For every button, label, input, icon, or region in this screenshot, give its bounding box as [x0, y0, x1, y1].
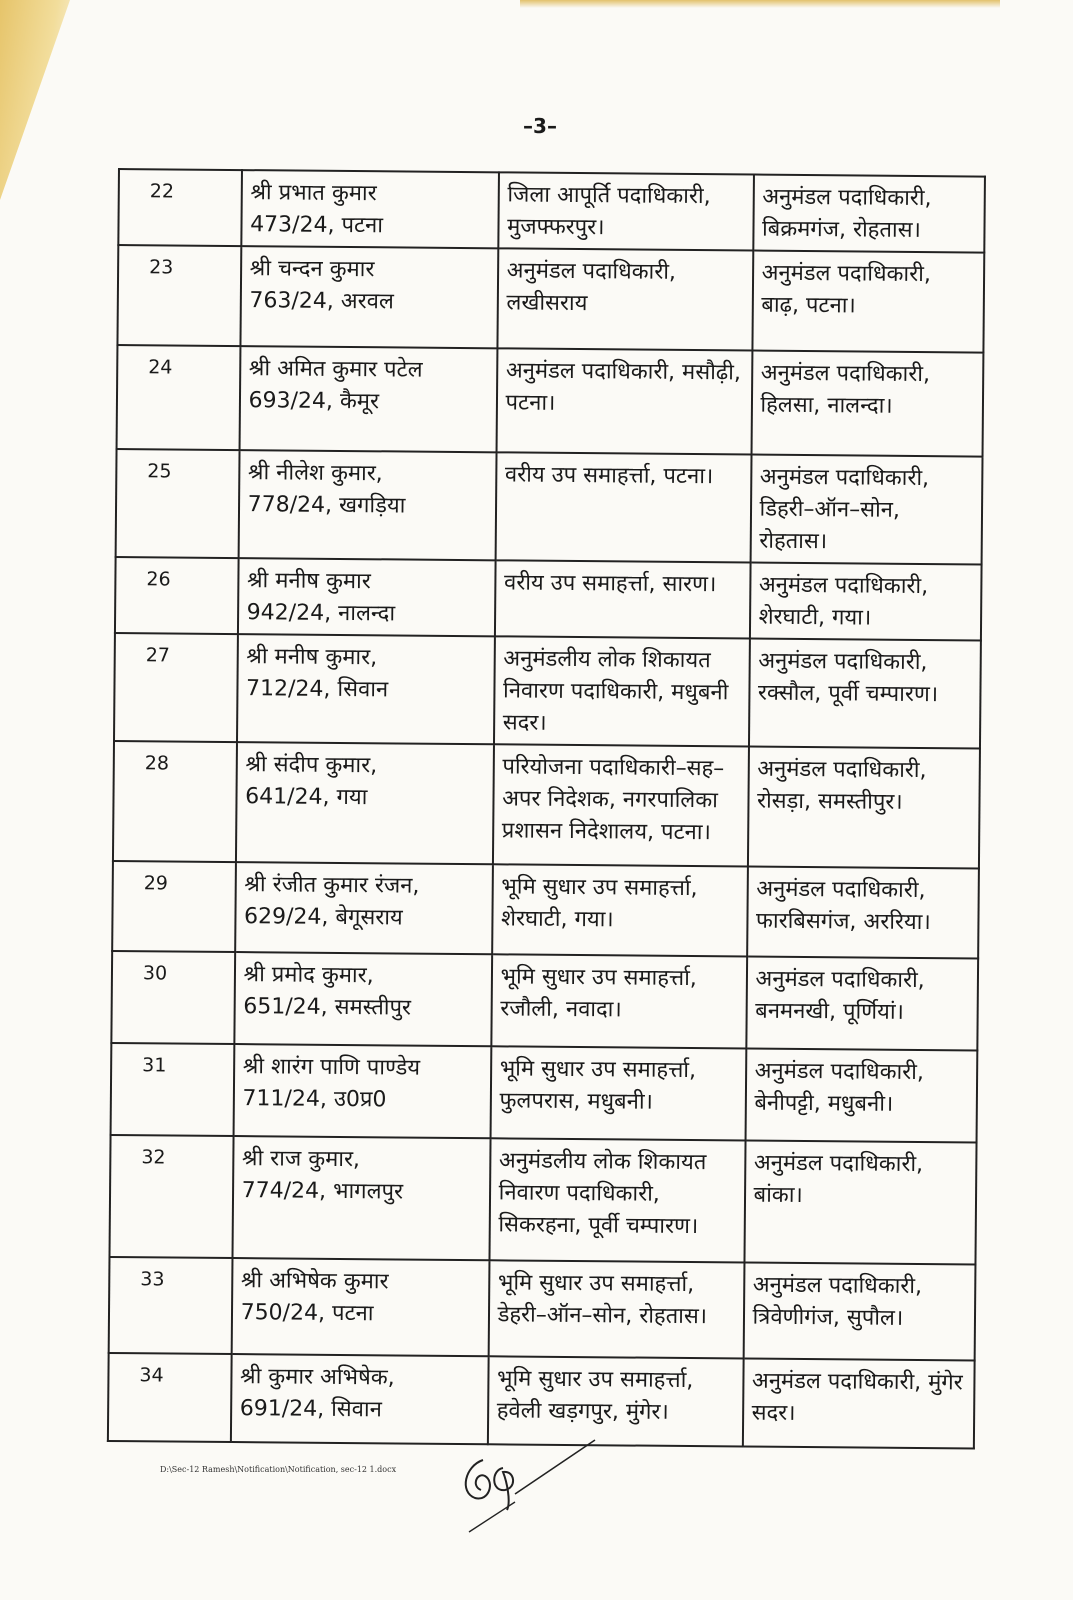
new-posting: अनुमंडल पदाधिकारी, रोसड़ा, समस्तीपुर।: [747, 747, 980, 869]
officer-code: 629/24, बेगूसराय: [243, 904, 403, 931]
current-posting: भूमि सुधार उप समाहर्त्ता, फुलपरास, मधुबनी।: [490, 1046, 746, 1140]
officer-name: श्री राज कुमार,: [241, 1146, 361, 1173]
current-posting: भूमि सुधार उप समाहर्त्ता, हवेली खड़गपुर, मुंगेर।: [488, 1356, 744, 1446]
officer-cell: [238, 558, 496, 636]
officer-cell: [234, 952, 492, 1046]
officer-name: श्री संदीप कुमार,: [245, 752, 378, 779]
new-posting: अनुमंडल पदाधिकारी, फारबिसगंज, अररिया।: [747, 867, 979, 959]
table-row: [109, 1135, 976, 1265]
current-posting: जिला आपूर्ति पदाधिकारी, मुजफ्फरपुर।: [498, 172, 754, 250]
officer-cell: [233, 1044, 491, 1138]
new-posting: अनुमंडल पदाधिकारी, त्रिवेणीगंज, सुपौल।: [743, 1263, 975, 1361]
posting-table: [107, 168, 986, 1450]
new-posting: अनुमंडल पदाधिकारी, बिक्रमगंज, रोहतास।: [753, 175, 985, 253]
officer-name: श्री चन्दन कुमार: [249, 256, 375, 283]
table-row: [109, 1257, 976, 1361]
table-row: [111, 1043, 978, 1143]
officer-cell: [238, 450, 496, 560]
new-posting: अनुमंडल पदाधिकारी, मुंगेर सदर।: [742, 1359, 974, 1449]
table-row: [111, 951, 978, 1051]
officer-code: 778/24, खगड़िया: [247, 492, 406, 519]
serial-number: 26: [115, 557, 238, 634]
officer-name: श्री मनीष कुमार: [246, 568, 371, 595]
page-number: –3–: [523, 114, 557, 138]
officer-cell: [241, 170, 499, 248]
serial-number: 27: [114, 633, 238, 742]
officer-cell: [232, 1136, 490, 1260]
officer-name: श्री अमित कुमार पटेल: [248, 356, 423, 383]
officer-name: श्री अभिषेक कुमार: [240, 1268, 389, 1295]
officer-name: श्री कुमार अभिषेक,: [239, 1364, 395, 1391]
table-row: [117, 245, 984, 353]
serial-number: 24: [117, 345, 241, 450]
current-posting: अनुमंडल पदाधिकारी, मसौढ़ी, पटना।: [496, 348, 752, 454]
officer-code: 712/24, सिवान: [245, 676, 389, 703]
officer-code: 763/24, अरवल: [249, 288, 394, 315]
officer-code: 711/24, उ0प्र0: [242, 1086, 387, 1113]
table-row: [118, 169, 985, 253]
officer-cell: [231, 1258, 489, 1356]
current-posting: अनुमंडलीय लोक शिकायत निवारण पदाधिकारी, सिकरहना, पूर्वी चम्पारण।: [489, 1138, 745, 1262]
serial-number: 28: [113, 741, 237, 862]
serial-number: 33: [109, 1257, 232, 1354]
current-posting: अनुमंडल पदाधिकारी, लखीसराय: [497, 248, 753, 350]
serial-number: 23: [117, 245, 240, 346]
new-posting: अनुमंडल पदाधिकारी, शेरघाटी, गया।: [749, 563, 981, 641]
page-top-edge: [520, 0, 1000, 8]
officer-cell: [230, 1354, 488, 1444]
officer-name: श्री प्रमोद कुमार,: [243, 962, 374, 989]
footer-file-path: D:\Sec-12 Ramesh\Notification\Notification, sec-12 1.docx: [160, 1465, 397, 1474]
officer-cell: [237, 634, 495, 744]
table-row: [113, 741, 980, 869]
officer-code: 942/24, नालन्दा: [246, 600, 396, 627]
current-posting: भूमि सुधार उप समाहर्त्ता, डेहरी–ऑन–सोन, रोहतास।: [488, 1260, 744, 1358]
officer-code: 691/24, सिवान: [239, 1396, 383, 1423]
officer-code: 641/24, गया: [245, 784, 368, 811]
officer-code: 473/24, पटना: [250, 212, 384, 239]
current-posting: भूमि सुधार उप समाहर्त्ता, शेरघाटी, गया।: [492, 864, 748, 956]
officer-name: श्री मनीष कुमार,: [246, 644, 378, 671]
serial-number: 32: [109, 1135, 233, 1258]
serial-number: 29: [112, 861, 235, 952]
officer-name: श्री प्रभात कुमार: [250, 180, 377, 207]
current-posting: अनुमंडलीय लोक शिकायत निवारण पदाधिकारी, मधुबनी सदर।: [494, 636, 750, 746]
current-posting: परियोजना पदाधिकारी–सह–अपर निदेशक, नगरपालिका प्रशासन निदेशालय, पटना।: [493, 744, 749, 866]
serial-number: 22: [118, 169, 241, 246]
table-row: [115, 557, 982, 641]
officer-cell: [240, 246, 498, 348]
serial-number: 25: [116, 449, 240, 558]
officer-cell: [236, 742, 494, 864]
new-posting: अनुमंडल पदाधिकारी, रक्सौल, पूर्वी चम्पारण।: [749, 639, 981, 749]
table-row: [112, 861, 979, 959]
officer-code: 774/24, भागलपुर: [241, 1178, 404, 1205]
officer-code: 651/24, समस्तीपुर: [243, 994, 412, 1021]
table-row: [114, 633, 981, 749]
table-row: [117, 345, 984, 457]
current-posting: वरीय उप समाहर्त्ता, सारण।: [495, 560, 751, 638]
officer-code: 693/24, कैमूर: [248, 388, 380, 415]
current-posting: भूमि सुधार उप समाहर्त्ता, रजौली, नवादा।: [491, 954, 747, 1048]
signature-initials: [455, 1432, 605, 1542]
page-fold-corner: [0, 0, 70, 200]
new-posting: अनुमंडल पदाधिकारी, बांका।: [744, 1141, 977, 1265]
officer-name: श्री रंजीत कुमार रंजन,: [244, 872, 420, 899]
officer-name: श्री शारंग पाणि पाण्डेय: [242, 1054, 421, 1081]
serial-number: 31: [111, 1043, 234, 1136]
new-posting: अनुमंडल पदाधिकारी, बेनीपट्टी, मधुबनी।: [745, 1049, 977, 1143]
officer-cell: [239, 346, 497, 452]
new-posting: अनुमंडल पदाधिकारी, हिलसा, नालन्दा।: [751, 351, 983, 457]
officer-code: 750/24, पटना: [240, 1300, 374, 1327]
officer-cell: [235, 862, 493, 954]
new-posting: अनुमंडल पदाधिकारी, बाढ़, पटना।: [752, 251, 984, 353]
current-posting: वरीय उप समाहर्त्ता, पटना।: [495, 452, 751, 562]
serial-number: 34: [108, 1353, 231, 1442]
new-posting: अनुमंडल पदाधिकारी, डिहरी–ऑन–सोन, रोहतास।: [750, 455, 982, 565]
officer-name: श्री नीलेश कुमार,: [247, 460, 383, 487]
table-row: [116, 449, 983, 565]
new-posting: अनुमंडल पदाधिकारी, बनमनखी, पूर्णियां।: [746, 957, 978, 1051]
serial-number: 30: [111, 951, 234, 1044]
